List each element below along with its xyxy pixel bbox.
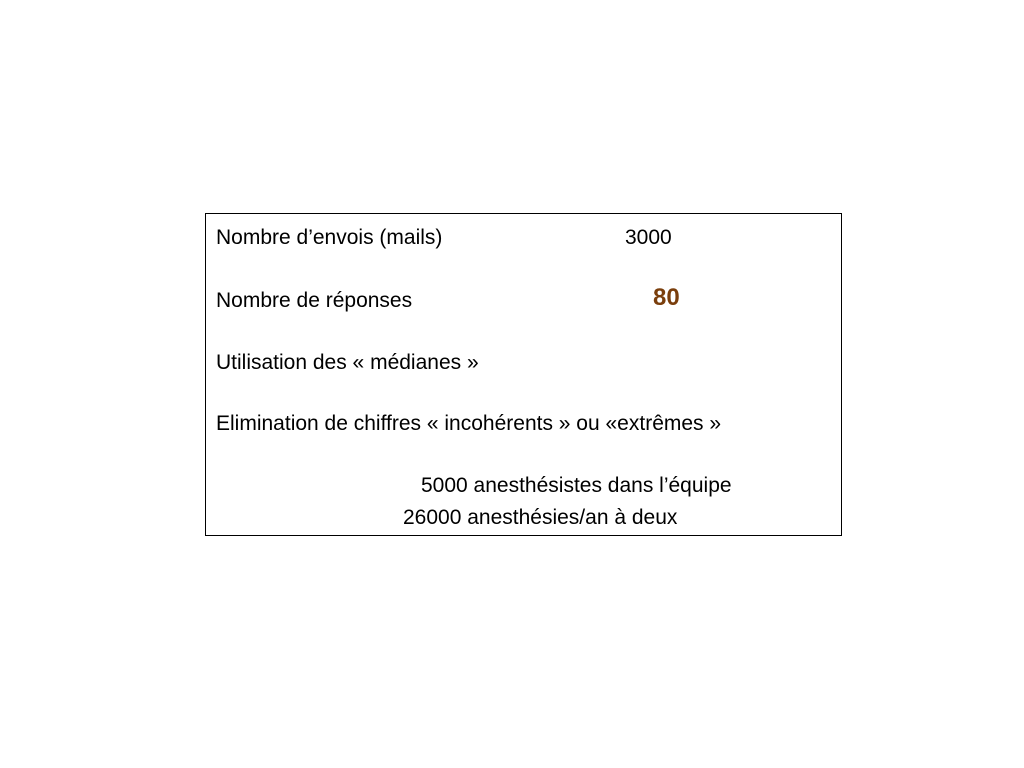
envois-value: 3000 (625, 226, 672, 249)
medianes-text: Utilisation des « médianes » (216, 351, 479, 374)
anesthesies-text: 26000 anesthésies/an à deux (403, 506, 678, 529)
anesthesistes-text: 5000 anesthésistes dans l’équipe (421, 474, 732, 497)
reponses-label: Nombre de réponses (216, 289, 413, 312)
envois-label: Nombre d’envois (mails) (216, 226, 443, 249)
reponses-value: 80 (653, 284, 680, 311)
elimination-text: Elimination de chiffres « incohérents » ou «extrêmes » (216, 412, 722, 435)
